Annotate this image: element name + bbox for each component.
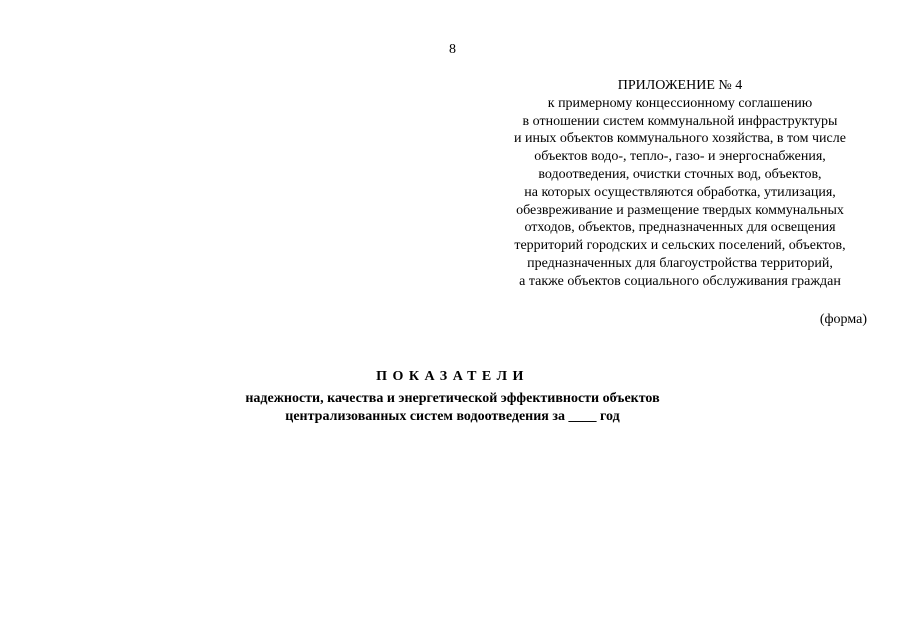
appendix-line: водоотведения, очистки сточных вод, объектов, — [538, 166, 822, 182]
page-number: 8 — [449, 42, 456, 57]
appendix-header — [470, 77, 890, 291]
appendix-line: обезвреживание и размещение твердых коммунальных — [516, 202, 844, 218]
appendix-line: объектов водо-, тепло-, газо- и энергоснабжения, — [534, 149, 826, 165]
appendix-title: ПРИЛОЖЕНИЕ № 4 — [617, 78, 743, 93]
appendix-line: территорий городских и сельских поселений, объектов, — [514, 238, 846, 254]
appendix-line: предназначенных для благоустройства территорий, — [527, 255, 833, 271]
appendix-line: а также объектов социального обслуживания граждан — [519, 273, 841, 289]
appendix-line: и иных объектов коммунального хозяйства, в том числе — [514, 131, 846, 147]
document-subtitle — [0, 390, 905, 426]
document-title: ПОКАЗАТЕЛИ — [376, 369, 529, 384]
appendix-line: в отношении систем коммунальной инфраструктуры — [522, 113, 838, 129]
subtitle-line: надежности, качества и энергетической эффективности объектов — [245, 391, 660, 406]
form-label: (форма) — [819, 312, 867, 327]
appendix-line: на которых осуществляются обработка, утилизация, — [524, 184, 836, 200]
subtitle-line: централизованных систем водоотведения за ____ год — [285, 409, 620, 424]
appendix-line: отходов, объектов, предназначенных для освещения — [524, 220, 836, 236]
appendix-line: к примерному концессионному соглашению — [547, 95, 813, 111]
